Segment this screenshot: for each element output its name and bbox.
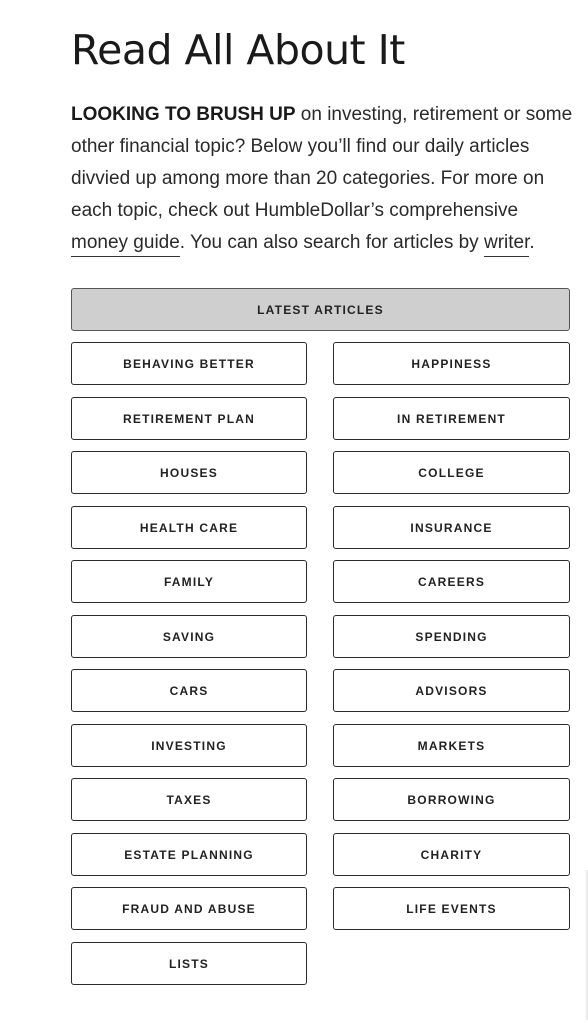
intro-line-2: other financial topic? Below you’ll find our daily articles (71, 136, 530, 157)
category-button-behaving-better[interactable]: BEHAVING BETTER (71, 342, 307, 385)
intro-line-5-mid: . You can also search for articles by (179, 232, 484, 253)
category-button-borrowing[interactable]: BORROWING (333, 778, 570, 821)
category-button-college[interactable]: COLLEGE (333, 451, 570, 494)
category-button-careers[interactable]: CAREERS (333, 560, 570, 603)
category-button-saving[interactable]: SAVING (71, 615, 307, 658)
page-title: Read All About It (71, 26, 405, 74)
intro-line-5 (71, 227, 588, 259)
intro-lead: LOOKING TO BRUSH UP (71, 104, 296, 125)
category-button-charity[interactable]: CHARITY (333, 833, 570, 876)
intro-line-1-rest: on investing, retirement or some (295, 104, 573, 125)
intro-line-3: divvied up among more than 20 categories. For more on (71, 168, 545, 189)
intro-paragraph (71, 99, 588, 259)
writer-link[interactable]: writer (484, 232, 529, 257)
category-button-investing[interactable]: INVESTING (71, 724, 307, 767)
category-button-advisors[interactable]: ADVISORS (333, 669, 570, 712)
category-button-in-retirement[interactable]: IN RETIREMENT (333, 397, 570, 440)
category-button-retirement-plan[interactable]: RETIREMENT PLAN (71, 397, 307, 440)
latest-articles-button[interactable]: LATEST ARTICLES (71, 288, 570, 331)
category-button-lists[interactable]: LISTS (71, 942, 307, 985)
category-button-houses[interactable]: HOUSES (71, 451, 307, 494)
intro-line-4: each topic, check out HumbleDollar’s comprehensive (71, 200, 519, 221)
intro-line-1 (71, 99, 588, 131)
category-button-taxes[interactable]: TAXES (71, 778, 307, 821)
category-button-health-care[interactable]: HEALTH CARE (71, 506, 307, 549)
category-button-spending[interactable]: SPENDING (333, 615, 570, 658)
category-button-insurance[interactable]: INSURANCE (333, 506, 570, 549)
category-button-fraud-and-abuse[interactable]: FRAUD AND ABUSE (71, 887, 307, 930)
category-button-estate-planning[interactable]: ESTATE PLANNING (71, 833, 307, 876)
category-button-life-events[interactable]: LIFE EVENTS (333, 887, 570, 930)
category-button-markets[interactable]: MARKETS (333, 724, 570, 767)
category-button-family[interactable]: FAMILY (71, 560, 307, 603)
money-guide-link[interactable]: money guide (71, 232, 180, 257)
intro-line-5-end: . (529, 232, 535, 253)
category-button-happiness[interactable]: HAPPINESS (333, 342, 570, 385)
category-button-cars[interactable]: CARS (71, 669, 307, 712)
